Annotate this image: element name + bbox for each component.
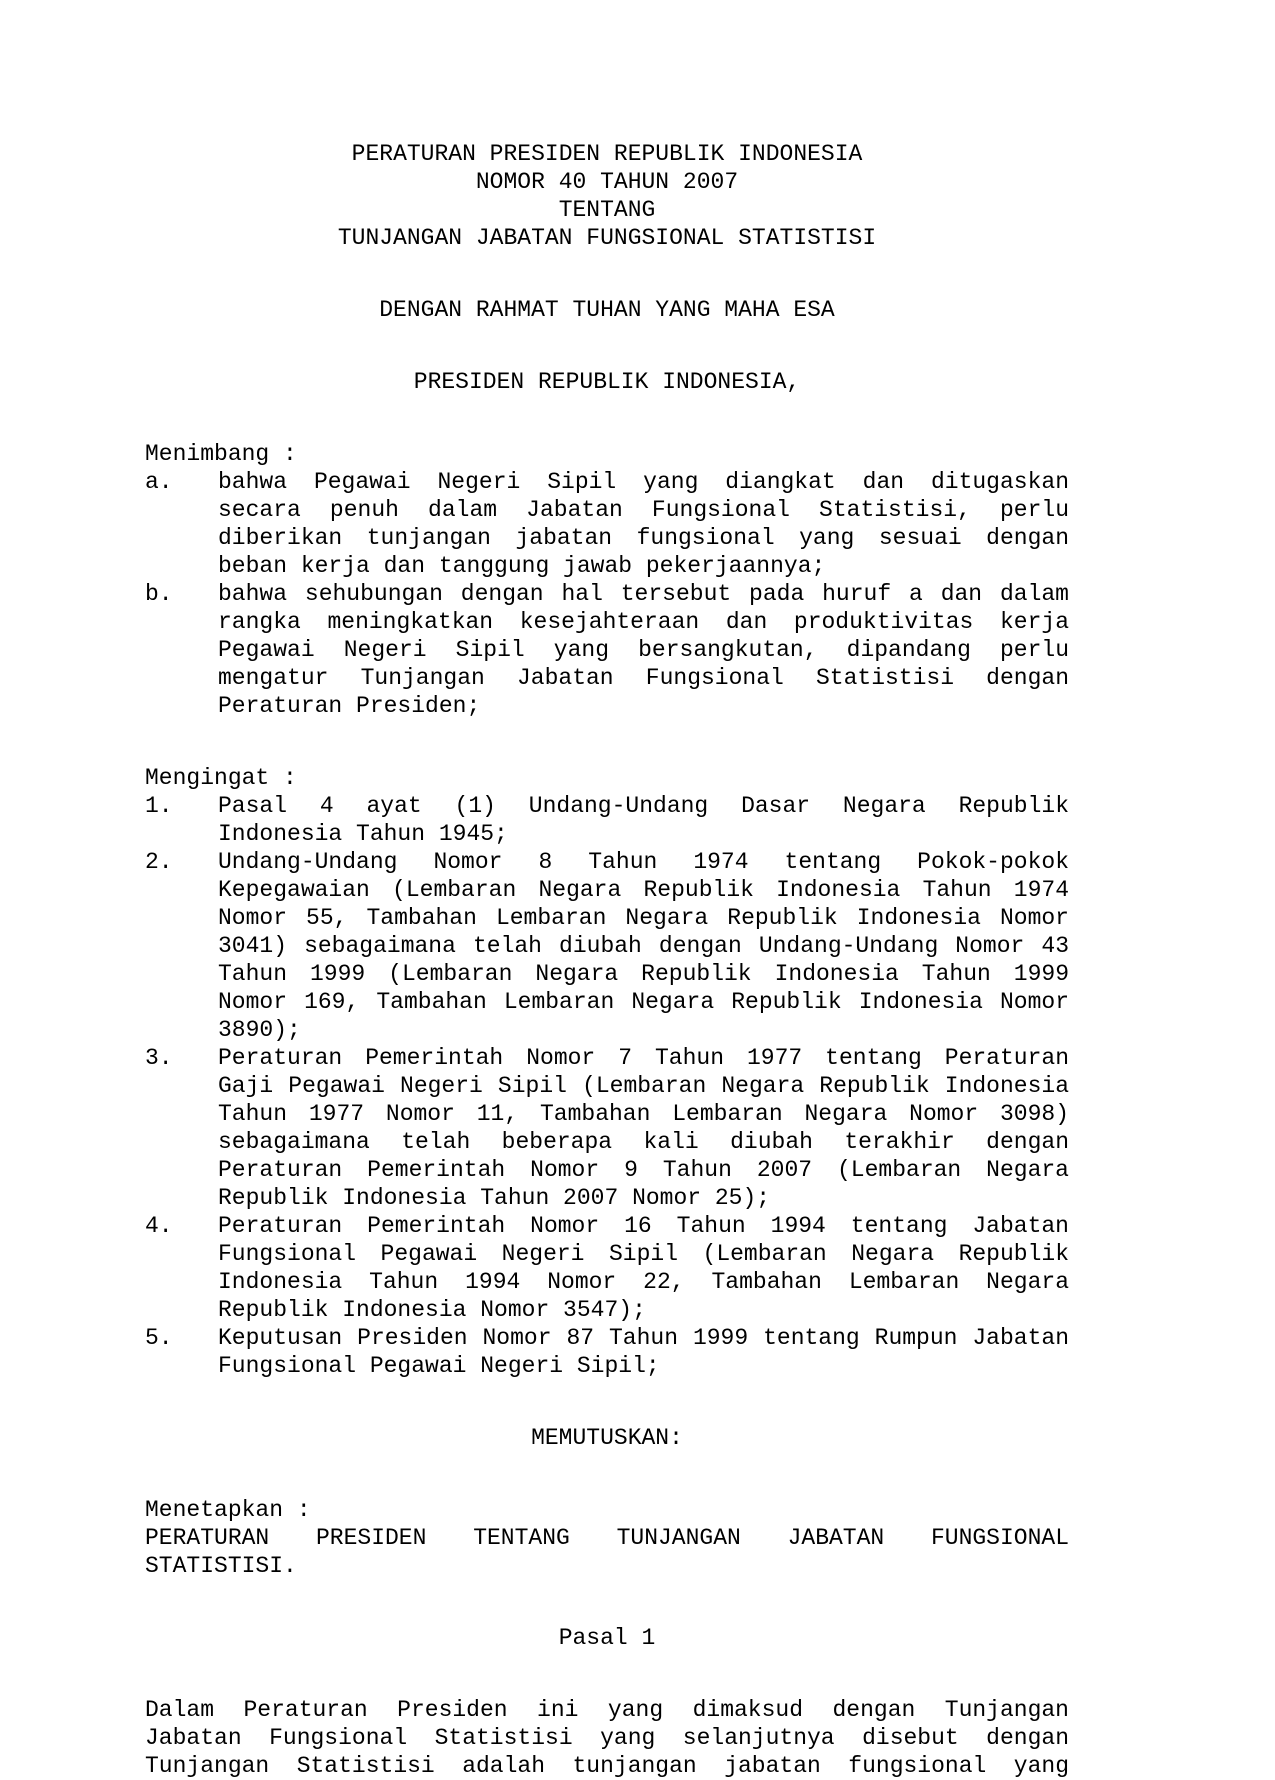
recalling-item-4-marker: 4. [145,1213,173,1239]
considering-item-a [145,468,1069,580]
title-line-3: TENTANG [558,197,656,223]
decision-heading: MEMUTUSKAN: [531,1425,683,1451]
document-content [145,140,1069,1780]
considering-item-a-text: bahwa Pegawai Negeri Sipil yang diangkat dan ditugaskan secara penuh dalam Jabatan Fungsional Statistisi, perlu diberikan tunjangan jabatan fungsional yang sesuai dengan beban kerja dan tanggung jawab pekerjaannya; [218,469,1069,579]
recalling-item-2-text: Undang-Undang Nomor 8 Tahun 1974 tentang Pokok-pokok Kepegawaian (Lembaran Negara Republik Indonesia Tahun 1974 Nomor 55, Tambahan Lembaran Negara Republik Indonesia Nomor 3041) sebagaimana telah diubah dengan Undang-Undang Nomor 43 Tahun 1999 (Lembaran Negara Republik Indonesia Tahun 1999 Nomor 169, Tambahan Lembaran Negara Republik Indonesia Nomor 3890); [218,849,1069,1043]
recalling-item-3-marker: 3. [145,1045,173,1071]
recalling-item-2-marker: 2. [145,849,173,875]
recalling-item-2 [145,848,1069,1044]
recalling-item-1-text: Pasal 4 ayat (1) Undang-Undang Dasar Negara Republik Indonesia Tahun 1945; [218,793,1069,847]
recalling-item-3 [145,1044,1069,1212]
recalling-item-1-marker: 1. [145,793,173,819]
considering-item-b-marker: b. [145,581,173,607]
recalling-item-1 [145,792,1069,848]
title-line-4: TUNJANGAN JABATAN FUNGSIONAL STATISTISI [337,225,877,251]
recalling-item-5-text: Keputusan Presiden Nomor 87 Tahun 1999 tentang Rumpun Jabatan Fungsional Pegawai Negeri Sipil; [218,1325,1069,1379]
considering-item-a-marker: a. [145,469,173,495]
recalling-item-5-marker: 5. [145,1325,173,1351]
article1-heading: Pasal 1 [558,1625,656,1651]
recalling-item-4-text: Peraturan Pemerintah Nomor 16 Tahun 1994 tentang Jabatan Fungsional Pegawai Negeri Sipil (Lembaran Negara Republik Indonesia Tahun 1994 Nomor 22, Tambahan Lembaran Negara Republik Indonesia Nomor 3547); [218,1213,1069,1323]
enacting-text: PERATURAN PRESIDEN TENTANG TUNJANGAN JABATAN FUNGSIONAL STATISTISI. [145,1525,1069,1579]
considering-item-b [145,580,1069,720]
recalling-label: Mengingat : [145,765,297,791]
recalling-item-3-text: Peraturan Pemerintah Nomor 7 Tahun 1977 tentang Peraturan Gaji Pegawai Negeri Sipil (Lembaran Negara Republik Indonesia Tahun 1977 Nomor 11, Tambahan Lembaran Negara Nomor 3098) sebagaimana telah beberapa kali diubah terakhir dengan Peraturan Pemerintah Nomor 9 Tahun 2007 (Lembaran Negara Republik Indonesia Tahun 2007 Nomor 25); [218,1045,1069,1211]
enacting-label: Menetapkan : [145,1497,311,1523]
title-line-1: PERATURAN PRESIDEN REPUBLIK INDONESIA [351,141,863,167]
considering-label: Menimbang : [145,441,297,467]
recalling-item-4 [145,1212,1069,1324]
issuer-line: PRESIDEN REPUBLIK INDONESIA, [413,369,801,395]
title-block [145,140,1069,252]
considering-item-b-text: bahwa sehubungan dengan hal tersebut pada huruf a dan dalam rangka meningkatkan kesejahteraan dan produktivitas kerja Pegawai Negeri Sipil yang bersangkutan, dipandang perlu mengatur Tunjangan Jabatan Fungsional Statistisi dengan Peraturan Presiden; [218,581,1069,719]
invocation-line: DENGAN RAHMAT TUHAN YANG MAHA ESA [379,297,835,323]
title-line-2: NOMOR 40 TAHUN 2007 [475,169,739,195]
article1-text: Dalam Peraturan Presiden ini yang dimaksud dengan Tunjangan Jabatan Fungsional Statistisi yang selanjutnya disebut dengan Tunjangan Statistisi adalah tunjangan jabatan fungsional yang [145,1697,1069,1779]
recalling-item-5 [145,1324,1069,1380]
